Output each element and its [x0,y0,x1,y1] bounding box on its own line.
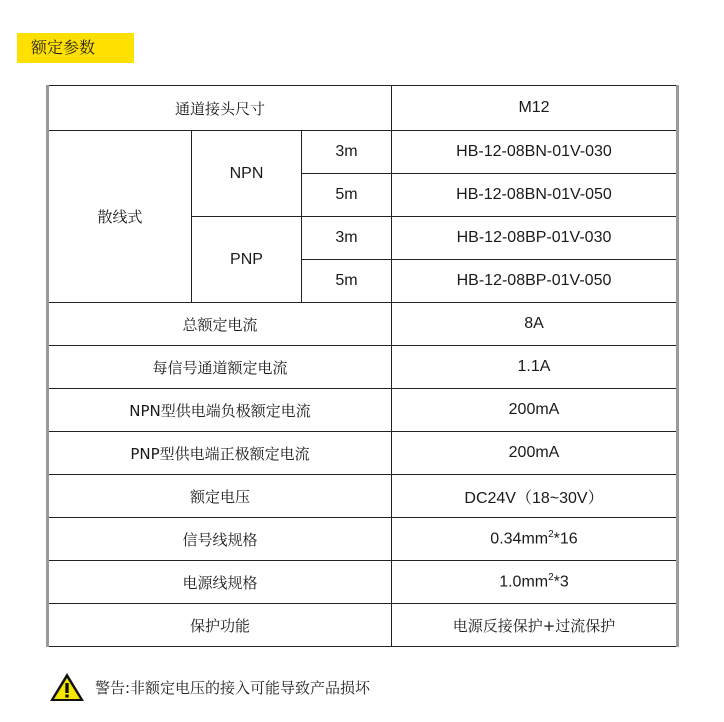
warning-triangle-icon [49,672,85,702]
warning-text: 警告:非额定电压的接入可能导致产品损坏 [95,678,371,697]
section-title: 额定参数 [17,33,134,63]
spec-table [46,85,679,647]
wiring-type-label: 散线式 [48,131,192,303]
table-row [48,475,678,518]
spec-label: 信号线规格 [48,518,392,561]
table-row [48,604,678,647]
value-text: *16 [553,530,578,548]
superscript: 2 [548,529,554,541]
table-row [48,389,678,432]
spec-value [392,561,678,604]
spec-value: 200mA [392,432,678,475]
connector-size-value: M12 [392,86,678,131]
pnp-label: PNP [192,217,302,303]
spec-label: 总额定电流 [48,303,392,346]
model-cell: HB-12-08BP-01V-030 [392,217,678,260]
model-cell: HB-12-08BN-01V-050 [392,174,678,217]
table-row [48,432,678,475]
spec-label: NPN型供电端负极额定电流 [48,389,392,432]
value-text: 0.34mm [490,530,549,548]
superscript: 2 [548,572,554,584]
spec-value: 8A [392,303,678,346]
table-row [48,86,678,131]
connector-size-label: 通道接头尺寸 [48,86,392,131]
length-cell: 5m [302,260,392,303]
spec-value: 1.1A [392,346,678,389]
table-row [48,346,678,389]
npn-label: NPN [192,131,302,217]
value-text: *3 [553,573,569,591]
length-cell: 3m [302,131,392,174]
spec-label: 额定电压 [48,475,392,518]
table-row [48,561,678,604]
warning-notice [49,672,370,702]
spec-value: 200mA [392,389,678,432]
table-row [48,303,678,346]
model-cell: HB-12-08BP-01V-050 [392,260,678,303]
spec-value [392,518,678,561]
spec-label: 每信号通道额定电流 [48,346,392,389]
spec-label: PNP型供电端正极额定电流 [48,432,392,475]
table-row [48,131,678,174]
length-cell: 5m [302,174,392,217]
spec-value: DC24V（18~30V） [392,475,678,518]
spec-label: 电源线规格 [48,561,392,604]
model-cell: HB-12-08BN-01V-030 [392,131,678,174]
table-row [48,518,678,561]
spec-label: 保护功能 [48,604,392,647]
value-text: 1.0mm [499,573,549,591]
spec-value: 电源反接保护+过流保护 [392,604,678,647]
length-cell: 3m [302,217,392,260]
